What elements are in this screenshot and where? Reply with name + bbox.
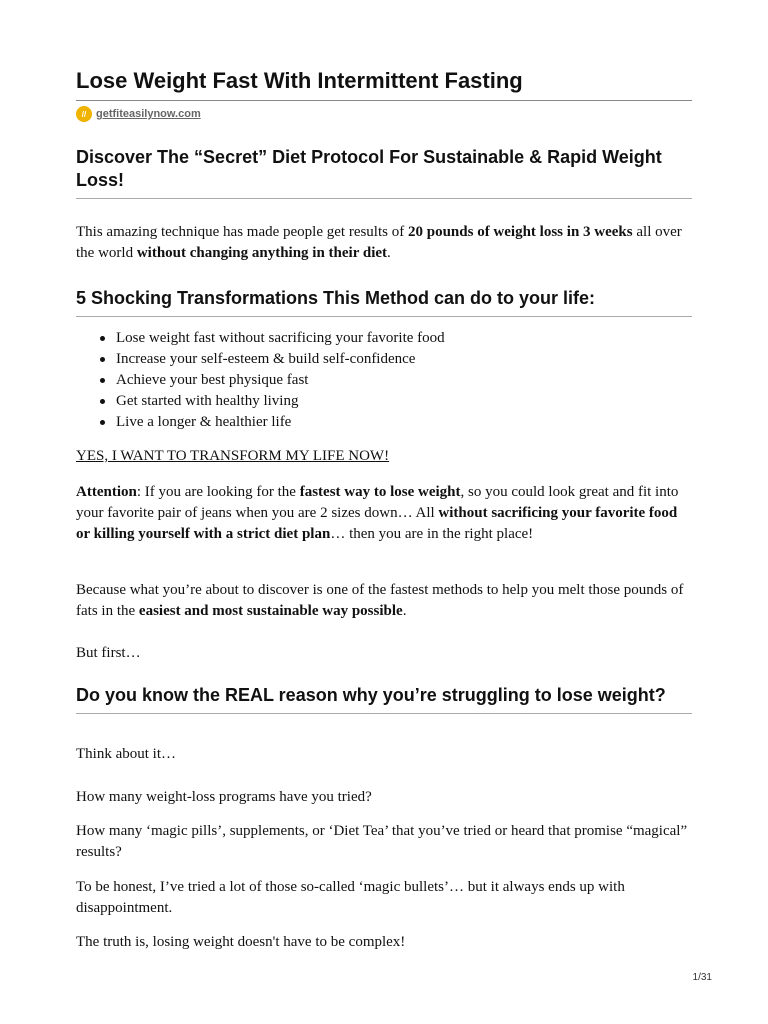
source-link[interactable]: getfiteasilynow.com (96, 108, 201, 120)
section-heading-real-reason: Do you know the REAL reason why you’re struggling to lose weight? (76, 684, 692, 714)
list-item: Increase your self-esteem & build self-confidence (116, 349, 445, 370)
intro-paragraph: This amazing technique has made people get results of 20 pounds of weight loss in 3 weeks all over the world without changing anything in their diet. (76, 224, 682, 261)
source-line (76, 106, 201, 122)
question-programs: How many weight-loss programs have you tried? (76, 789, 372, 805)
list-item: Get started with healthy living (116, 391, 445, 412)
benefits-list (76, 328, 445, 433)
think-text: Think about it… (76, 746, 176, 762)
transform-life-link[interactable]: YES, I WANT TO TRANSFORM MY LIFE NOW! (76, 448, 390, 464)
page-number: 1/31 (692, 972, 712, 983)
section-heading-transformations: 5 Shocking Transformations This Method can do to your life: (76, 287, 692, 317)
list-item: Achieve your best physique fast (116, 370, 445, 391)
site-logo-icon: // (76, 106, 92, 122)
attention-paragraph: Attention: If you are looking for the fastest way to lose weight, so you could look great and fit into your favorite pair of jeans when you are 2 sizes down… All without sacrificing your favorite food or killing yourself with a strict diet plan… then you are in the right place! (76, 484, 679, 542)
truth-text: The truth is, losing weight doesn't have to be complex! (76, 934, 406, 950)
list-item: Live a longer & healthier life (116, 412, 445, 433)
question-magic-pills: How many ‘magic pills’, supplements, or ‘Diet Tea’ that you’ve tried or heard that promise “magical” results? (76, 823, 688, 860)
list-item: Lose weight fast without sacrificing your favorite food (116, 328, 445, 349)
page-title: Lose Weight Fast With Intermittent Fasting (76, 68, 692, 101)
because-paragraph: Because what you’re about to discover is one of the fastest methods to help you melt those pounds of fats in the easiest and most sustainable way possible. (76, 582, 684, 619)
section-heading-discover: Discover The “Secret” Diet Protocol For Sustainable & Rapid Weight Loss! (76, 146, 692, 199)
but-first-text: But first… (76, 645, 141, 661)
honest-paragraph: To be honest, I’ve tried a lot of those so-called ‘magic bullets’… but it always ends up with disappointment. (76, 879, 625, 916)
cta-paragraph (76, 446, 692, 467)
